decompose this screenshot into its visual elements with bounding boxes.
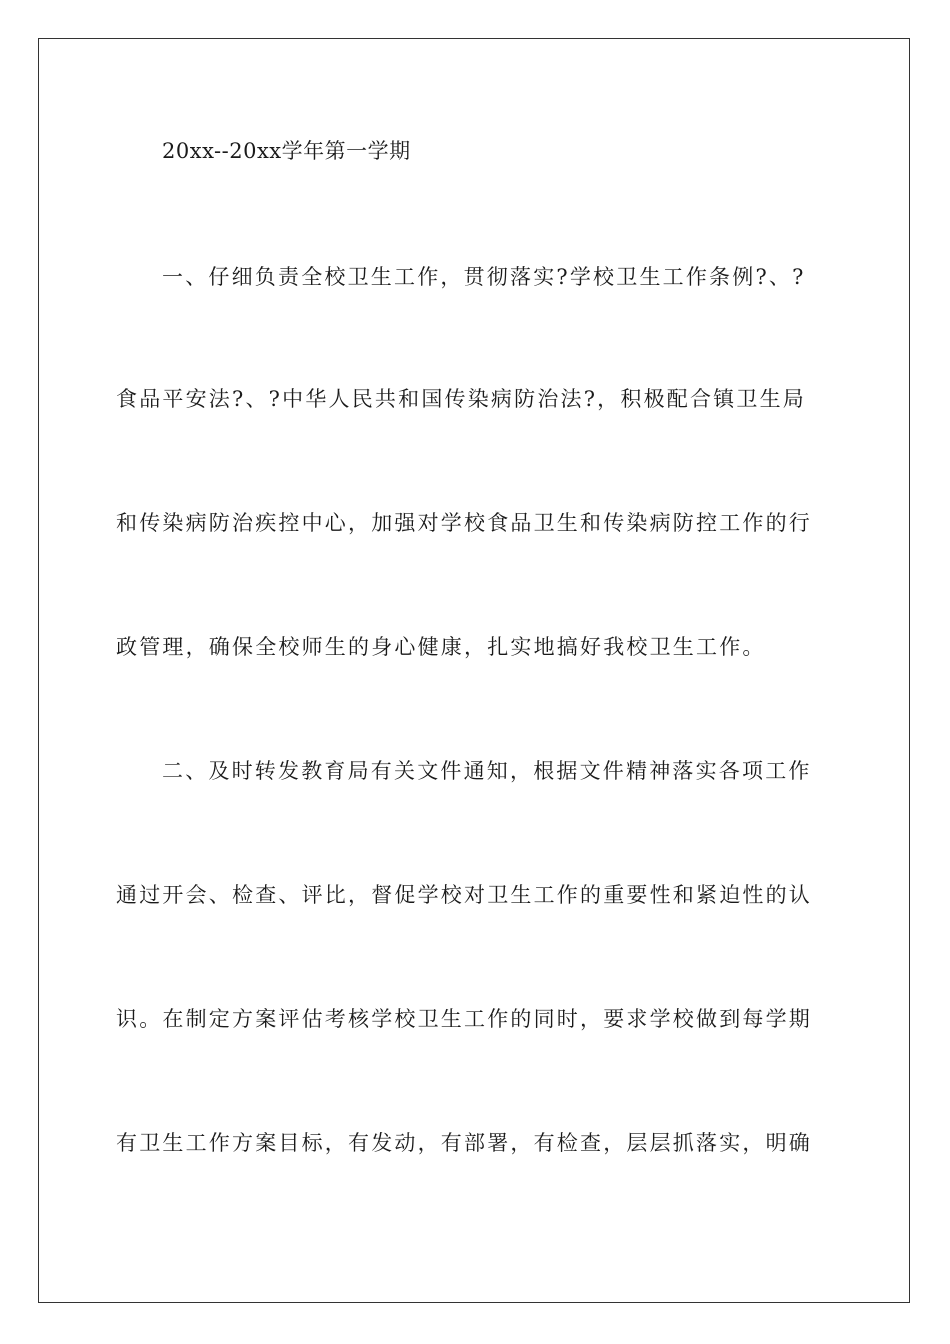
page-border <box>38 38 910 1303</box>
paragraph-2-line-1: 二、及时转发教育局有关文件通知，根据文件精神落实各项工作 <box>162 759 812 783</box>
paragraph-2-line-2: 通过开会、检查、评比，督促学校对卫生工作的重要性和紧迫性的认 <box>116 883 812 907</box>
paragraph-2-line-4: 有卫生工作方案目标，有发动，有部署，有检查，层层抓落实，明确 <box>116 1131 812 1155</box>
paragraph-1-line-4: 政管理，确保全校师生的身心健康，扎实地搞好我校卫生工作。 <box>116 635 766 659</box>
term-heading: 20xx--20xx学年第一学期 <box>162 139 411 163</box>
paragraph-1-line-2: 食品平安法?、?中华人民共和国传染病防治法?，积极配合镇卫生局 <box>116 387 806 411</box>
paragraph-1-line-3: 和传染病防治疾控中心，加强对学校食品卫生和传染病防控工作的行 <box>116 511 812 535</box>
paragraph-1-line-1: 一、仔细负责全校卫生工作，贯彻落实?学校卫生工作条例?、? <box>162 265 806 289</box>
paragraph-2-line-3: 识。在制定方案评估考核学校卫生工作的同时，要求学校做到每学期 <box>116 1007 812 1031</box>
